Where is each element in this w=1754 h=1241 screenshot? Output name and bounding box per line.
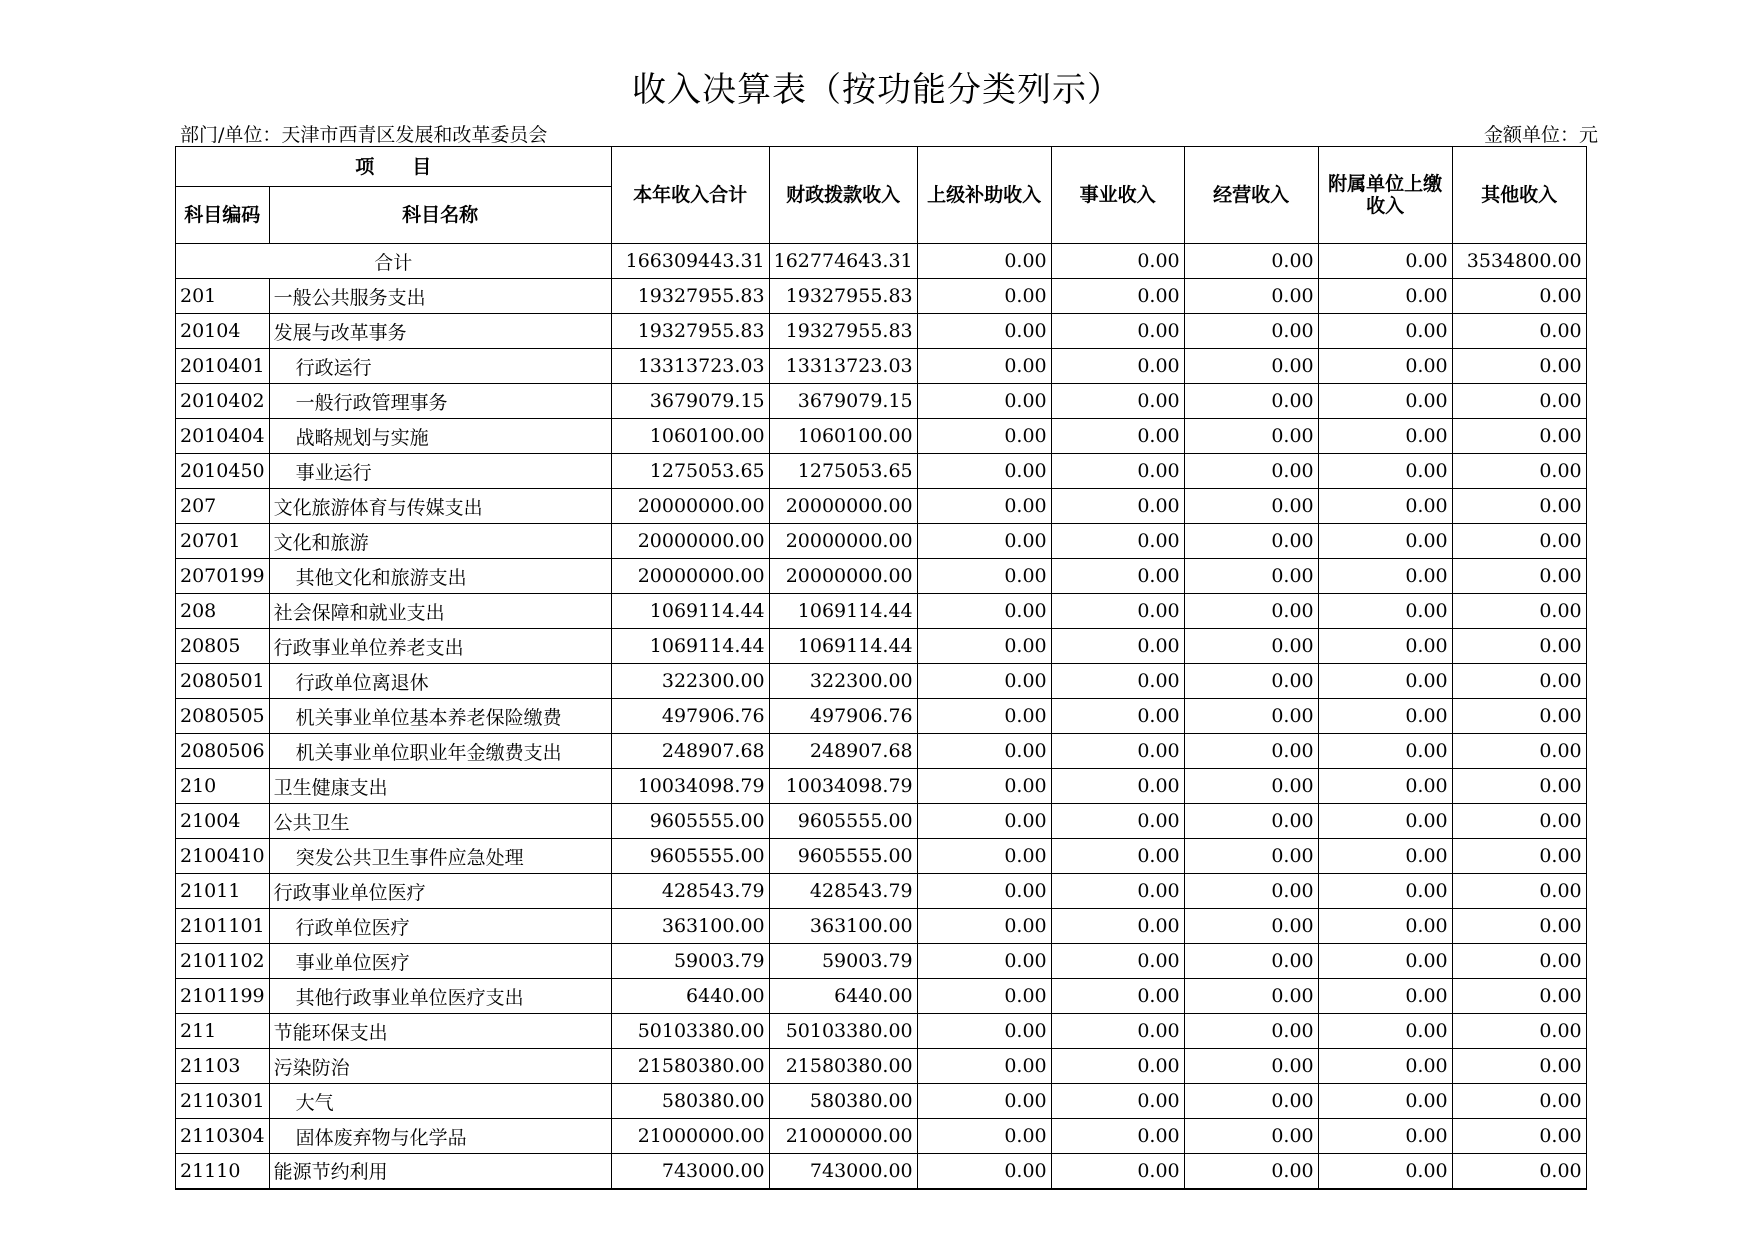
operating-cell: 0.00 — [1184, 909, 1318, 944]
total-cell: 322300.00 — [611, 664, 769, 699]
fiscal-cell: 428543.79 — [769, 874, 917, 909]
other-cell: 0.00 — [1452, 1014, 1586, 1049]
operating-cell: 0.00 — [1184, 489, 1318, 524]
header-business: 事业收入 — [1051, 147, 1184, 244]
table-row — [176, 909, 1587, 944]
other-cell: 0.00 — [1452, 489, 1586, 524]
other-cell: 0.00 — [1452, 839, 1586, 874]
fiscal-cell: 50103380.00 — [769, 1014, 917, 1049]
table-row — [176, 524, 1587, 559]
total-other-cell: 3534800.00 — [1452, 244, 1586, 279]
total-cell: 428543.79 — [611, 874, 769, 909]
affiliated-cell: 0.00 — [1318, 1154, 1452, 1189]
page-title: 收入决算表（按功能分类列示） — [632, 70, 1122, 110]
subject-code-cell: 2070199 — [176, 559, 270, 594]
operating-cell: 0.00 — [1184, 454, 1318, 489]
subject-name-cell: 行政运行 — [269, 349, 611, 384]
fiscal-cell: 1060100.00 — [769, 419, 917, 454]
affiliated-cell: 0.00 — [1318, 1049, 1452, 1084]
other-cell: 0.00 — [1452, 769, 1586, 804]
header-name: 科目名称 — [269, 187, 611, 244]
operating-cell: 0.00 — [1184, 419, 1318, 454]
fiscal-cell: 9605555.00 — [769, 839, 917, 874]
total-cell: 19327955.83 — [611, 279, 769, 314]
subject-name-cell: 行政单位医疗 — [269, 909, 611, 944]
superior-cell: 0.00 — [917, 874, 1051, 909]
other-cell: 0.00 — [1452, 454, 1586, 489]
operating-cell: 0.00 — [1184, 874, 1318, 909]
superior-cell: 0.00 — [917, 314, 1051, 349]
business-cell: 0.00 — [1051, 664, 1184, 699]
business-cell: 0.00 — [1051, 1049, 1184, 1084]
total-business-cell: 0.00 — [1051, 244, 1184, 279]
affiliated-cell: 0.00 — [1318, 944, 1452, 979]
business-cell: 0.00 — [1051, 839, 1184, 874]
subject-code-cell: 21004 — [176, 804, 270, 839]
operating-cell: 0.00 — [1184, 314, 1318, 349]
superior-cell: 0.00 — [917, 524, 1051, 559]
other-cell: 0.00 — [1452, 1119, 1586, 1154]
superior-cell: 0.00 — [917, 699, 1051, 734]
header-operating: 经营收入 — [1184, 147, 1318, 244]
superior-cell: 0.00 — [917, 909, 1051, 944]
total-cell: 9605555.00 — [611, 804, 769, 839]
table-row — [176, 419, 1587, 454]
fiscal-cell: 3679079.15 — [769, 384, 917, 419]
operating-cell: 0.00 — [1184, 699, 1318, 734]
superior-cell: 0.00 — [917, 559, 1051, 594]
affiliated-cell: 0.00 — [1318, 314, 1452, 349]
table-row — [176, 1049, 1587, 1084]
operating-cell: 0.00 — [1184, 664, 1318, 699]
operating-cell: 0.00 — [1184, 1119, 1318, 1154]
affiliated-cell: 0.00 — [1318, 979, 1452, 1014]
other-cell: 0.00 — [1452, 279, 1586, 314]
other-cell: 0.00 — [1452, 734, 1586, 769]
subject-code-cell: 207 — [176, 489, 270, 524]
business-cell: 0.00 — [1051, 874, 1184, 909]
total-fiscal-cell: 162774643.31 — [769, 244, 917, 279]
business-cell: 0.00 — [1051, 699, 1184, 734]
operating-cell: 0.00 — [1184, 1084, 1318, 1119]
fiscal-cell: 1275053.65 — [769, 454, 917, 489]
operating-cell: 0.00 — [1184, 629, 1318, 664]
operating-cell: 0.00 — [1184, 594, 1318, 629]
header-other: 其他收入 — [1452, 147, 1586, 244]
table-row — [176, 1119, 1587, 1154]
table-row — [176, 629, 1587, 664]
subject-code-cell: 2080506 — [176, 734, 270, 769]
operating-cell: 0.00 — [1184, 349, 1318, 384]
operating-cell: 0.00 — [1184, 384, 1318, 419]
total-cell: 50103380.00 — [611, 1014, 769, 1049]
affiliated-cell: 0.00 — [1318, 804, 1452, 839]
business-cell: 0.00 — [1051, 559, 1184, 594]
operating-cell: 0.00 — [1184, 279, 1318, 314]
subject-name-cell: 公共卫生 — [269, 804, 611, 839]
subject-code-cell: 2010404 — [176, 419, 270, 454]
subject-name-cell: 突发公共卫生事件应急处理 — [269, 839, 611, 874]
header-item: 项 目 — [176, 147, 612, 187]
other-cell: 0.00 — [1452, 804, 1586, 839]
business-cell: 0.00 — [1051, 1154, 1184, 1189]
other-cell: 0.00 — [1452, 874, 1586, 909]
table-row — [176, 1014, 1587, 1049]
business-cell: 0.00 — [1051, 594, 1184, 629]
total-cell: 19327955.83 — [611, 314, 769, 349]
total-cell: 166309443.31 — [611, 244, 769, 279]
fiscal-cell: 19327955.83 — [769, 279, 917, 314]
superior-cell: 0.00 — [917, 1014, 1051, 1049]
superior-cell: 0.00 — [917, 349, 1051, 384]
fiscal-cell: 248907.68 — [769, 734, 917, 769]
subject-code-cell: 21110 — [176, 1154, 270, 1189]
total-row — [176, 244, 1587, 279]
operating-cell: 0.00 — [1184, 524, 1318, 559]
superior-cell: 0.00 — [917, 804, 1051, 839]
total-cell: 1069114.44 — [611, 594, 769, 629]
business-cell: 0.00 — [1051, 1119, 1184, 1154]
subject-name-cell: 一般行政管理事务 — [269, 384, 611, 419]
other-cell: 0.00 — [1452, 594, 1586, 629]
total-cell: 20000000.00 — [611, 489, 769, 524]
superior-cell: 0.00 — [917, 979, 1051, 1014]
header-total: 本年收入合计 — [611, 147, 769, 244]
business-cell: 0.00 — [1051, 979, 1184, 1014]
fiscal-cell: 1069114.44 — [769, 594, 917, 629]
other-cell: 0.00 — [1452, 314, 1586, 349]
business-cell: 0.00 — [1051, 1084, 1184, 1119]
total-cell: 13313723.03 — [611, 349, 769, 384]
business-cell: 0.00 — [1051, 1014, 1184, 1049]
subject-name-cell: 机关事业单位基本养老保险缴费 — [269, 699, 611, 734]
subject-name-cell: 行政事业单位医疗 — [269, 874, 611, 909]
subject-code-cell: 2080505 — [176, 699, 270, 734]
business-cell: 0.00 — [1051, 314, 1184, 349]
total-cell: 6440.00 — [611, 979, 769, 1014]
operating-cell: 0.00 — [1184, 804, 1318, 839]
table-row — [176, 559, 1587, 594]
subject-name-cell: 事业运行 — [269, 454, 611, 489]
fiscal-cell: 20000000.00 — [769, 489, 917, 524]
superior-cell: 0.00 — [917, 1084, 1051, 1119]
total-cell: 580380.00 — [611, 1084, 769, 1119]
affiliated-cell: 0.00 — [1318, 699, 1452, 734]
other-cell: 0.00 — [1452, 419, 1586, 454]
subject-code-cell: 20805 — [176, 629, 270, 664]
table-row — [176, 489, 1587, 524]
table-row — [176, 384, 1587, 419]
affiliated-cell: 0.00 — [1318, 419, 1452, 454]
subject-code-cell: 2101101 — [176, 909, 270, 944]
superior-cell: 0.00 — [917, 279, 1051, 314]
superior-cell: 0.00 — [917, 839, 1051, 874]
subject-code-cell: 2100410 — [176, 839, 270, 874]
table-row — [176, 279, 1587, 314]
table-row — [176, 804, 1587, 839]
business-cell: 0.00 — [1051, 489, 1184, 524]
total-affiliated-cell: 0.00 — [1318, 244, 1452, 279]
subject-code-cell: 2110304 — [176, 1119, 270, 1154]
total-cell: 497906.76 — [611, 699, 769, 734]
subject-name-cell: 文化和旅游 — [269, 524, 611, 559]
table-row — [176, 349, 1587, 384]
total-superior-cell: 0.00 — [917, 244, 1051, 279]
affiliated-cell: 0.00 — [1318, 594, 1452, 629]
fiscal-cell: 59003.79 — [769, 944, 917, 979]
table-row — [176, 664, 1587, 699]
business-cell: 0.00 — [1051, 349, 1184, 384]
superior-cell: 0.00 — [917, 419, 1051, 454]
subject-name-cell: 机关事业单位职业年金缴费支出 — [269, 734, 611, 769]
affiliated-cell: 0.00 — [1318, 559, 1452, 594]
other-cell: 0.00 — [1452, 349, 1586, 384]
total-cell: 1069114.44 — [611, 629, 769, 664]
total-cell: 21000000.00 — [611, 1119, 769, 1154]
affiliated-cell: 0.00 — [1318, 734, 1452, 769]
superior-cell: 0.00 — [917, 594, 1051, 629]
header-code: 科目编码 — [176, 187, 270, 244]
table-row — [176, 734, 1587, 769]
other-cell: 0.00 — [1452, 384, 1586, 419]
total-cell: 9605555.00 — [611, 839, 769, 874]
subject-code-cell: 211 — [176, 1014, 270, 1049]
table-row — [176, 769, 1587, 804]
subject-name-cell: 文化旅游体育与传媒支出 — [269, 489, 611, 524]
fiscal-cell: 20000000.00 — [769, 559, 917, 594]
business-cell: 0.00 — [1051, 804, 1184, 839]
fiscal-cell: 10034098.79 — [769, 769, 917, 804]
total-cell: 21580380.00 — [611, 1049, 769, 1084]
affiliated-cell: 0.00 — [1318, 489, 1452, 524]
other-cell: 0.00 — [1452, 664, 1586, 699]
total-cell: 1275053.65 — [611, 454, 769, 489]
affiliated-cell: 0.00 — [1318, 1084, 1452, 1119]
subject-name-cell: 一般公共服务支出 — [269, 279, 611, 314]
affiliated-cell: 0.00 — [1318, 1014, 1452, 1049]
total-cell: 10034098.79 — [611, 769, 769, 804]
affiliated-cell: 0.00 — [1318, 909, 1452, 944]
operating-cell: 0.00 — [1184, 769, 1318, 804]
other-cell: 0.00 — [1452, 559, 1586, 594]
business-cell: 0.00 — [1051, 279, 1184, 314]
subject-name-cell: 能源节约利用 — [269, 1154, 611, 1189]
business-cell: 0.00 — [1051, 909, 1184, 944]
fiscal-cell: 21000000.00 — [769, 1119, 917, 1154]
fiscal-cell: 20000000.00 — [769, 524, 917, 559]
subject-code-cell: 21103 — [176, 1049, 270, 1084]
income-table — [175, 146, 1587, 1190]
superior-cell: 0.00 — [917, 734, 1051, 769]
subject-name-cell: 行政单位离退休 — [269, 664, 611, 699]
table-row — [176, 314, 1587, 349]
other-cell: 0.00 — [1452, 909, 1586, 944]
subject-code-cell: 210 — [176, 769, 270, 804]
business-cell: 0.00 — [1051, 419, 1184, 454]
operating-cell: 0.00 — [1184, 1014, 1318, 1049]
other-cell: 0.00 — [1452, 1049, 1586, 1084]
other-cell: 0.00 — [1452, 1084, 1586, 1119]
superior-cell: 0.00 — [917, 489, 1051, 524]
business-cell: 0.00 — [1051, 524, 1184, 559]
operating-cell: 0.00 — [1184, 559, 1318, 594]
fiscal-cell: 6440.00 — [769, 979, 917, 1014]
business-cell: 0.00 — [1051, 769, 1184, 804]
business-cell: 0.00 — [1051, 454, 1184, 489]
affiliated-cell: 0.00 — [1318, 769, 1452, 804]
total-cell: 1060100.00 — [611, 419, 769, 454]
total-operating-cell: 0.00 — [1184, 244, 1318, 279]
subject-name-cell: 其他文化和旅游支出 — [269, 559, 611, 594]
fiscal-cell: 13313723.03 — [769, 349, 917, 384]
other-cell: 0.00 — [1452, 979, 1586, 1014]
superior-cell: 0.00 — [917, 454, 1051, 489]
subject-name-cell: 节能环保支出 — [269, 1014, 611, 1049]
header-affiliated: 附属单位上缴收入 — [1318, 147, 1452, 244]
subject-code-cell: 2010402 — [176, 384, 270, 419]
operating-cell: 0.00 — [1184, 979, 1318, 1014]
superior-cell: 0.00 — [917, 664, 1051, 699]
subject-code-cell: 2010450 — [176, 454, 270, 489]
subject-name-cell: 卫生健康支出 — [269, 769, 611, 804]
department-label: 部门/单位：天津市西青区发展和改革委员会 — [180, 124, 548, 146]
amount-unit-label: 金额单位：元 — [1483, 124, 1598, 146]
subject-code-cell: 20104 — [176, 314, 270, 349]
affiliated-cell: 0.00 — [1318, 1119, 1452, 1154]
subject-code-cell: 2101199 — [176, 979, 270, 1014]
header-fiscal: 财政拨款收入 — [769, 147, 917, 244]
superior-cell: 0.00 — [917, 1119, 1051, 1154]
business-cell: 0.00 — [1051, 629, 1184, 664]
fiscal-cell: 322300.00 — [769, 664, 917, 699]
subject-code-cell: 2010401 — [176, 349, 270, 384]
other-cell: 0.00 — [1452, 944, 1586, 979]
superior-cell: 0.00 — [917, 1154, 1051, 1189]
subject-name-cell: 行政事业单位养老支出 — [269, 629, 611, 664]
fiscal-cell: 363100.00 — [769, 909, 917, 944]
fiscal-cell: 580380.00 — [769, 1084, 917, 1119]
superior-cell: 0.00 — [917, 944, 1051, 979]
other-cell: 0.00 — [1452, 699, 1586, 734]
subject-name-cell: 污染防治 — [269, 1049, 611, 1084]
business-cell: 0.00 — [1051, 734, 1184, 769]
other-cell: 0.00 — [1452, 629, 1586, 664]
superior-cell: 0.00 — [917, 769, 1051, 804]
total-cell: 248907.68 — [611, 734, 769, 769]
operating-cell: 0.00 — [1184, 839, 1318, 874]
total-cell: 363100.00 — [611, 909, 769, 944]
table-row — [176, 454, 1587, 489]
subject-code-cell: 201 — [176, 279, 270, 314]
subject-name-cell: 发展与改革事务 — [269, 314, 611, 349]
subject-name-cell: 社会保障和就业支出 — [269, 594, 611, 629]
subject-name-cell: 固体废弃物与化学品 — [269, 1119, 611, 1154]
fiscal-cell: 19327955.83 — [769, 314, 917, 349]
operating-cell: 0.00 — [1184, 1154, 1318, 1189]
fiscal-cell: 9605555.00 — [769, 804, 917, 839]
table-row — [176, 874, 1587, 909]
subject-code-cell: 20701 — [176, 524, 270, 559]
affiliated-cell: 0.00 — [1318, 664, 1452, 699]
other-cell: 0.00 — [1452, 524, 1586, 559]
total-cell: 3679079.15 — [611, 384, 769, 419]
superior-cell: 0.00 — [917, 384, 1051, 419]
affiliated-cell: 0.00 — [1318, 839, 1452, 874]
fiscal-cell: 21580380.00 — [769, 1049, 917, 1084]
table-row — [176, 699, 1587, 734]
affiliated-cell: 0.00 — [1318, 524, 1452, 559]
subject-code-cell: 2080501 — [176, 664, 270, 699]
header-superior: 上级补助收入 — [917, 147, 1051, 244]
affiliated-cell: 0.00 — [1318, 454, 1452, 489]
subject-name-cell: 大气 — [269, 1084, 611, 1119]
affiliated-cell: 0.00 — [1318, 874, 1452, 909]
table-row — [176, 839, 1587, 874]
superior-cell: 0.00 — [917, 1049, 1051, 1084]
operating-cell: 0.00 — [1184, 734, 1318, 769]
table-row — [176, 979, 1587, 1014]
table-row — [176, 944, 1587, 979]
subject-code-cell: 208 — [176, 594, 270, 629]
superior-cell: 0.00 — [917, 629, 1051, 664]
subject-code-cell: 2110301 — [176, 1084, 270, 1119]
operating-cell: 0.00 — [1184, 944, 1318, 979]
fiscal-cell: 497906.76 — [769, 699, 917, 734]
affiliated-cell: 0.00 — [1318, 349, 1452, 384]
subject-name-cell: 其他行政事业单位医疗支出 — [269, 979, 611, 1014]
total-cell: 59003.79 — [611, 944, 769, 979]
fiscal-cell: 1069114.44 — [769, 629, 917, 664]
table-row — [176, 1084, 1587, 1119]
business-cell: 0.00 — [1051, 384, 1184, 419]
subject-code-cell: 21011 — [176, 874, 270, 909]
business-cell: 0.00 — [1051, 944, 1184, 979]
total-label: 合计 — [176, 244, 612, 279]
total-cell: 743000.00 — [611, 1154, 769, 1189]
total-cell: 20000000.00 — [611, 559, 769, 594]
table-row — [176, 1154, 1587, 1189]
table-row — [176, 594, 1587, 629]
affiliated-cell: 0.00 — [1318, 279, 1452, 314]
total-cell: 20000000.00 — [611, 524, 769, 559]
subject-name-cell: 事业单位医疗 — [269, 944, 611, 979]
operating-cell: 0.00 — [1184, 1049, 1318, 1084]
affiliated-cell: 0.00 — [1318, 629, 1452, 664]
subject-name-cell: 战略规划与实施 — [269, 419, 611, 454]
other-cell: 0.00 — [1452, 1154, 1586, 1189]
affiliated-cell: 0.00 — [1318, 384, 1452, 419]
subject-code-cell: 2101102 — [176, 944, 270, 979]
fiscal-cell: 743000.00 — [769, 1154, 917, 1189]
